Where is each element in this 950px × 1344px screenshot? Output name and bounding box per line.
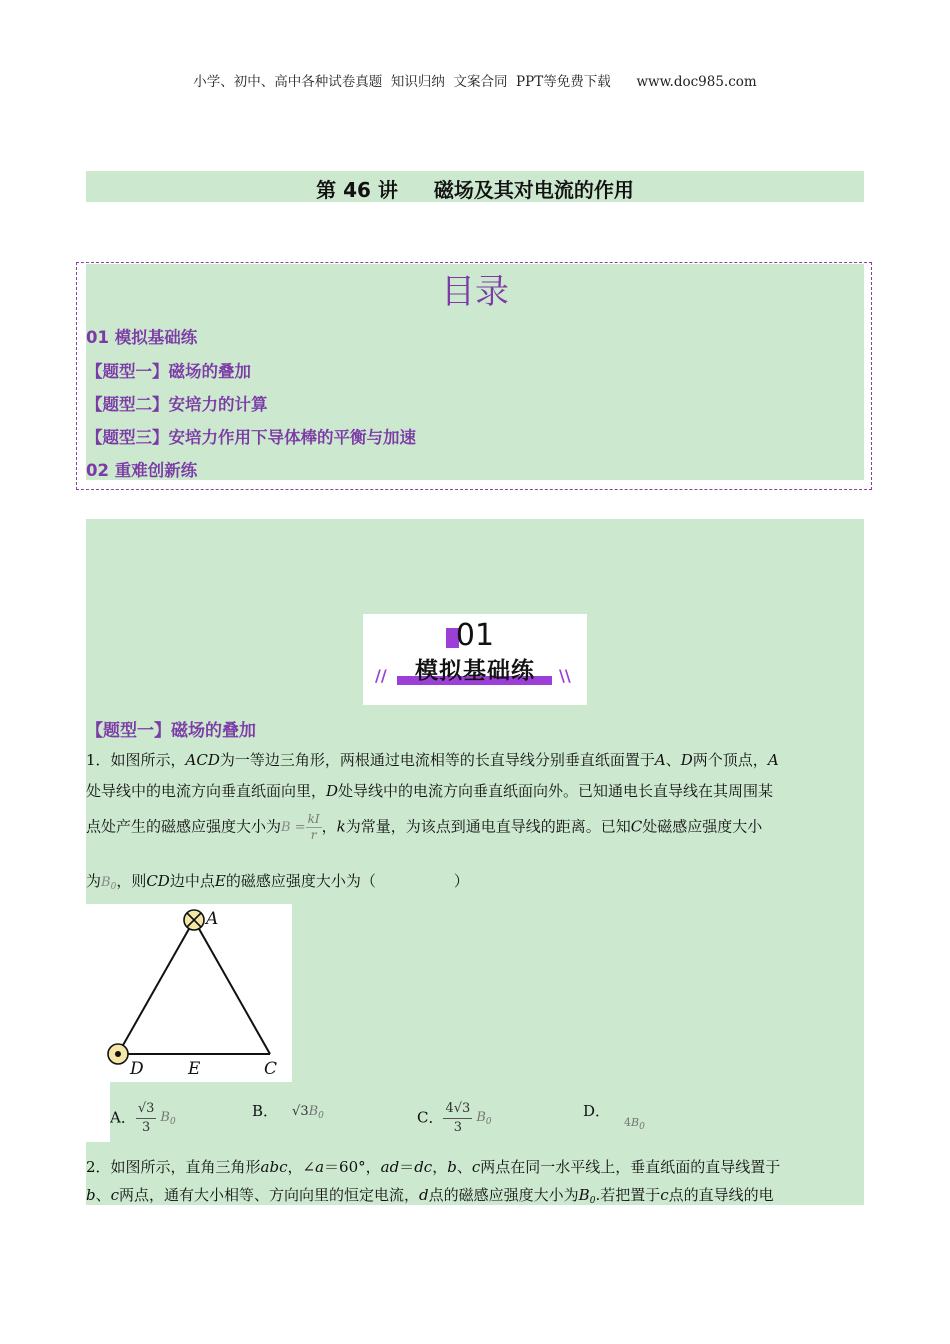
formula-fraction: [306, 812, 322, 843]
option-a-b: B: [160, 1110, 170, 1125]
side-ad: [118, 920, 194, 1054]
q2-text: 点的直导线的电: [668, 1186, 774, 1204]
q2-text: 、: [95, 1186, 111, 1204]
q1-text: 的磁感应强度大小为（: [225, 872, 376, 890]
q1-var: CD: [146, 872, 170, 890]
triangle-diagram: [86, 904, 292, 1082]
q2-var: c: [110, 1186, 120, 1204]
q1-var: C: [630, 817, 643, 836]
toc-item-type1[interactable]: 【题型一】磁场的叠加: [86, 362, 251, 381]
section-heading: 【题型一】磁场的叠加: [86, 721, 256, 741]
label-a: A: [206, 909, 219, 929]
banner-label: 模拟基础练: [415, 658, 535, 684]
q1-var: ACD: [185, 751, 220, 769]
q2-text: 两点在同一水平线上，垂直纸面的直导线置于: [480, 1158, 781, 1176]
toc-item-type2[interactable]: 【题型二】安培力的计算: [86, 395, 268, 414]
q1-text: 为一等边三角形，两根通过电流相等的长直导线分别垂直纸面置于: [219, 751, 655, 769]
toc-heading: 目录: [441, 272, 509, 312]
q2-text: 两点，通有大小相等、方向向里的恒定电流，: [119, 1186, 420, 1204]
option-c-fraction: [443, 1100, 472, 1137]
q1-var: k: [336, 817, 346, 836]
option-c-b: B: [476, 1110, 486, 1125]
q1-var: A: [654, 751, 666, 769]
option-b-b: B: [308, 1103, 319, 1119]
q2-var: b: [86, 1186, 96, 1204]
label-e: E: [188, 1059, 201, 1079]
q2-line-1: [86, 1156, 780, 1177]
lecture-topic: 磁场及其对电流的作用: [433, 178, 634, 202]
q2-var: d: [419, 1186, 429, 1204]
q1-line-3: [86, 812, 762, 843]
q1-text: 、: [665, 751, 681, 769]
q1-text: 处磁感应强度大小: [642, 817, 763, 836]
option-d-coef: 4: [624, 1116, 632, 1129]
q1-line-1: [86, 749, 779, 770]
q2-var: abc: [260, 1158, 288, 1176]
option-d-value: [624, 1116, 645, 1132]
toc-item-02[interactable]: 02 重难创新练: [86, 461, 198, 480]
q1-b0: [101, 875, 116, 890]
q1-b0-symbol: B: [101, 875, 111, 890]
option-c-denominator: 3: [453, 1120, 463, 1135]
option-b-root: √3: [292, 1103, 309, 1119]
q1-text: ，: [321, 817, 337, 836]
option-d-sub: 0: [639, 1122, 645, 1132]
toc-item-type3[interactable]: 【题型三】安培力作用下导体棒的平衡与加速: [86, 428, 416, 447]
q2-var: c: [471, 1158, 481, 1176]
option-d-b: B: [631, 1116, 640, 1129]
q1-var: D: [326, 782, 339, 800]
q1-text: ）: [453, 872, 469, 890]
q1-text: 为常量，为该点到通电直导线的距离。已知: [345, 817, 631, 836]
q2-number: 2．如图所示，直角三角形: [86, 1158, 261, 1176]
option-a-fraction: [136, 1100, 157, 1137]
section-banner: [363, 614, 587, 705]
q1-text: 两个顶点，: [692, 751, 768, 769]
option-d-label: D．: [583, 1102, 611, 1120]
q2-var: dc: [414, 1158, 433, 1176]
option-a-denominator: 3: [141, 1120, 151, 1135]
q2-var: ad: [380, 1158, 400, 1176]
q1-var: D: [680, 751, 693, 769]
q1-line-2: [86, 780, 773, 801]
triangle-figure: [86, 904, 292, 1082]
q1-text: 处导线中的电流方向垂直纸面向外。已知通电长直导线在其周围某: [338, 782, 774, 800]
option-d[interactable]: [583, 1100, 645, 1132]
page-title: [86, 174, 864, 203]
option-b-label: B．: [252, 1102, 279, 1120]
options-left-strip: [86, 1082, 110, 1142]
label-d: D: [130, 1059, 144, 1079]
label-c: C: [264, 1059, 278, 1079]
option-c-label: C．: [417, 1108, 444, 1127]
banner-number: 01: [455, 618, 495, 653]
option-a-numerator: √3: [136, 1100, 157, 1119]
option-b-sub: 0: [318, 1110, 324, 1121]
q2-var: B: [578, 1186, 590, 1204]
q2-var: c: [660, 1186, 669, 1204]
q2-line-2: [86, 1184, 774, 1206]
option-a[interactable]: [110, 1100, 176, 1137]
option-a-label: A．: [110, 1108, 136, 1127]
q1-text: 为: [86, 872, 102, 890]
q2-text: .若把置于: [595, 1186, 661, 1204]
option-a-sub: 0: [169, 1117, 176, 1127]
side-ac: [194, 920, 270, 1054]
title-bar: [86, 171, 864, 202]
q1-var: A: [767, 751, 779, 769]
q1-text: ，则: [116, 872, 147, 890]
q1-var: E: [214, 872, 226, 890]
q2-text: 点的磁感应强度大小为: [428, 1186, 579, 1204]
q2-text: ，: [432, 1158, 448, 1176]
current-out-of-page-icon: [108, 1044, 128, 1064]
banner-slash-left: //: [375, 666, 387, 685]
lecture-number: 第 46 讲: [316, 178, 398, 202]
option-c[interactable]: [417, 1100, 492, 1137]
formula-numerator: kI: [307, 812, 320, 826]
q2-text: ＝60°，: [324, 1158, 381, 1176]
q1-line-4: [86, 870, 469, 892]
banner-slash-right: \\: [559, 666, 571, 685]
q2-var: a: [315, 1158, 325, 1176]
formula-denominator: r: [310, 828, 317, 842]
q2-text: ＝: [399, 1158, 415, 1176]
q1-text: 点处产生的磁感应强度大小为: [86, 817, 282, 836]
q2-text: ，∠: [287, 1158, 316, 1176]
option-c-b0: [476, 1110, 491, 1127]
current-into-page-icon: [184, 910, 204, 930]
q1-number: 1．如图所示，: [86, 751, 186, 769]
option-a-b0: [160, 1110, 175, 1127]
q2-sub: 0: [589, 1196, 596, 1206]
option-b[interactable]: [252, 1100, 324, 1121]
toc-item-01[interactable]: 01 模拟基础练: [86, 328, 198, 347]
q1-text: 边中点: [169, 872, 215, 890]
q1-b0-sub: 0: [110, 882, 117, 892]
q2-text: 、: [456, 1158, 472, 1176]
q1-text: 处导线中的电流方向垂直纸面向里，: [86, 782, 327, 800]
q2-var: b: [447, 1158, 457, 1176]
page-header: 小学、初中、高中各种试卷真题 知识归纳 文案合同 PPT等免费下载 www.doc985.com: [193, 74, 757, 90]
option-c-sub: 0: [485, 1117, 492, 1127]
option-b-value: [292, 1104, 324, 1121]
formula-lhs: B =: [281, 820, 306, 835]
option-c-numerator: 4√3: [443, 1100, 472, 1119]
